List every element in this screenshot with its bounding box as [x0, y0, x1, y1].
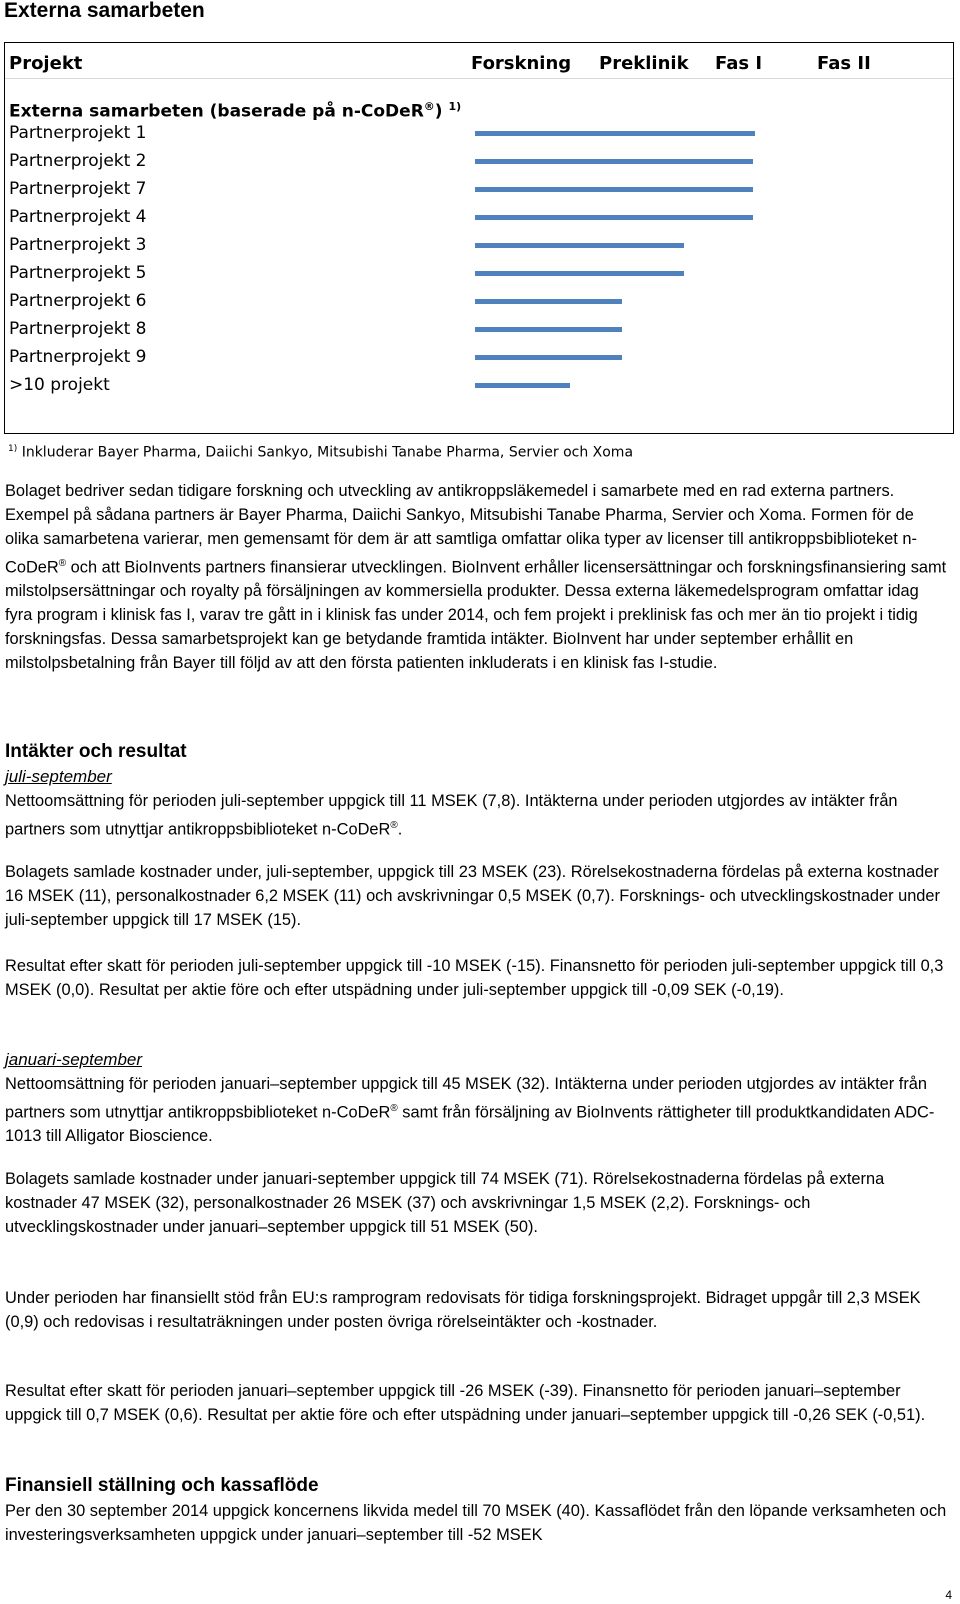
pipeline-progress-bar: [475, 327, 622, 332]
ytd-subheading: januari-september: [5, 1050, 143, 1069]
pipeline-row: [9, 319, 949, 347]
q3-result-paragraph: Resultat efter skatt för perioden juli-september uppgick till -10 MSEK (-15). Finansnetto för perioden juli-september uppgick till 0,3 MSEK (0,0). Resultat per aktie före och efter utspädning under juli-september uppgick till -0,09 SEK (-0,19).: [5, 957, 944, 999]
pipeline-row: [9, 207, 949, 235]
column-preklinik: Preklinik: [599, 53, 689, 74]
pipeline-row: [9, 347, 949, 375]
pipeline-row: [9, 375, 949, 403]
income-heading: Intäkter och resultat: [5, 741, 187, 762]
q3-costs-paragraph: Bolagets samlade kostnader under, juli-september, uppgick till 23 MSEK (23). Rörelsekostnaderna fördelas på externa kostnader 16 MSEK (11), personalkostnader 6,2 MSEK (11) och avskrivningar 0,5 MSEK (0,7). Forsknings- och utvecklingskostnader under juli-september uppgick till 17 MSEK (15).: [5, 863, 941, 929]
column-fas-1: Fas I: [715, 53, 763, 74]
pipeline-row-label: Partnerprojekt 2: [9, 151, 147, 171]
finance-heading: Finansiell ställning och kassaflöde: [5, 1475, 319, 1496]
column-projekt: Projekt: [9, 53, 83, 74]
q3-revenue-paragraph: Nettoomsättning för perioden juli-september uppgick till 11 MSEK (7,8). Intäkterna under perioden utgjordes av intäkter från partners som utnyttjar antikroppsbiblioteket n-CoDeR®.: [5, 792, 898, 839]
ytd-costs-paragraph: Bolagets samlade kostnader under januari-september uppgick till 74 MSEK (71). Rörelsekostnaderna fördelas på externa kostnader 47 MSEK (32), personalkostnader 26 MSEK (37) och avskrivningar 1,5 MSEK (2,2). Forsknings- och utvecklingskostnader under januari–september uppgick till 51 MSEK (50).: [5, 1170, 885, 1236]
ytd-revenue-paragraph: Nettoomsättning för perioden januari–september uppgick till 45 MSEK (32). Intäkterna under perioden utgjordes av intäkter från partners som utnyttjar antikroppsbiblioteket n-CoDeR® samt från försäljning av BioInvents rättigheter till produktkandidaten ADC-1013 till Alligator Bioscience.: [5, 1075, 935, 1146]
pipeline-header: [5, 43, 953, 79]
section-heading: Externa samarbeten: [4, 0, 205, 22]
pipeline-footnote: $^{1)}$ Inkluderar Bayer Pharma, Daiichi Sankyo, Mitsubishi Tanabe Pharma, Servier och Xoma: [8, 444, 634, 461]
intro-paragraph: Bolaget bedriver sedan tidigare forskning och utveckling av antikroppsläkemedel i samarbete med en rad externa partners. Exempel på sådana partners är Bayer Pharma, Daiichi Sankyo, Mitsubishi Tanabe Pharma, Servier och Xoma. Formen för de olika samarbetena varierar, men gemensamt för dem är att samtliga omfattar olika typer av licenser till antikroppsbiblioteket n-CoDeR® och att BioInvents partners finansierar utvecklingen. BioInvent erhåller licensersättningar och forskningsfinansiering samt milstolpsersättningar och royalty på försäljningen av kommersiella produkter. Dessa externa läkemedelsprogram omfattar idag fyra program i klinisk fas I, varav tre gått in i klinisk fas under 2014, och fem projekt i preklinisk fas och mer än tio projekt i tidig forskningsfas. Dessa samarbetsprojekt kan ge betydande framtida intäkter. BioInvent har under september erhållit en milstolpsbetalning från Bayer till följd av att den första patienten inkluderats i en klinisk fas I-studie.: [5, 482, 947, 672]
pipeline-row-label: >10 projekt: [9, 375, 110, 395]
pipeline-row-label: Partnerprojekt 9: [9, 347, 147, 367]
pipeline-progress-bar: [475, 131, 755, 136]
pipeline-row-label: Partnerprojekt 4: [9, 207, 147, 227]
finance-paragraph: Per den 30 september 2014 uppgick koncernens likvida medel till 70 MSEK (40). Kassaflödet från den löpande verksamheten och investeringsverksamheten uppgick under januari–september till -52 MSEK: [5, 1502, 947, 1544]
pipeline-progress-bar: [475, 243, 684, 248]
pipeline-progress-bar: [475, 355, 622, 360]
column-fas-2: Fas II: [817, 53, 871, 74]
pipeline-table: [4, 42, 954, 434]
pipeline-row-label: Partnerprojekt 7: [9, 179, 147, 199]
pipeline-progress-bar: [475, 299, 622, 304]
pipeline-progress-bar: [475, 159, 753, 164]
pipeline-row: [9, 123, 949, 151]
pipeline-progress-bar: [475, 383, 570, 388]
q3-subheading: juli-september: [5, 767, 112, 786]
page-number: 4: [945, 1588, 952, 1602]
pipeline-row-label: Partnerprojekt 3: [9, 235, 147, 255]
pipeline-row: [9, 235, 949, 263]
column-forskning: Forskning: [471, 53, 572, 74]
pipeline-row-label: Partnerprojekt 1: [9, 123, 147, 143]
pipeline-row: [9, 263, 949, 291]
pipeline-progress-bar: [475, 215, 753, 220]
pipeline-row: [9, 179, 949, 207]
pipeline-progress-bar: [475, 187, 753, 192]
pipeline-row: [9, 151, 949, 179]
pipeline-row-label: Partnerprojekt 5: [9, 263, 147, 283]
pipeline-section-title: Externa samarbeten (baserade på n-CoDeR®) $^{1)}$: [9, 100, 462, 122]
ytd-eu-paragraph: Under perioden har finansiellt stöd från EU:s ramprogram redovisats för tidiga forskningsprojekt. Bidraget uppgår till 2,3 MSEK (0,9) och redovisas i resultaträkningen under posten övriga rörelseintäkter och -kostnader.: [5, 1289, 921, 1331]
pipeline-row: [9, 291, 949, 319]
ytd-result-paragraph: Resultat efter skatt för perioden januari–september uppgick till -26 MSEK (-39). Finansnetto för perioden januari–september uppgick till 0,7 MSEK (0,6). Resultat per aktie före och efter utspädning under januari–september uppgick till -0,26 SEK (-0,51).: [5, 1382, 926, 1424]
pipeline-progress-bar: [475, 271, 684, 276]
pipeline-row-label: Partnerprojekt 8: [9, 319, 147, 339]
pipeline-row-label: Partnerprojekt 6: [9, 291, 147, 311]
